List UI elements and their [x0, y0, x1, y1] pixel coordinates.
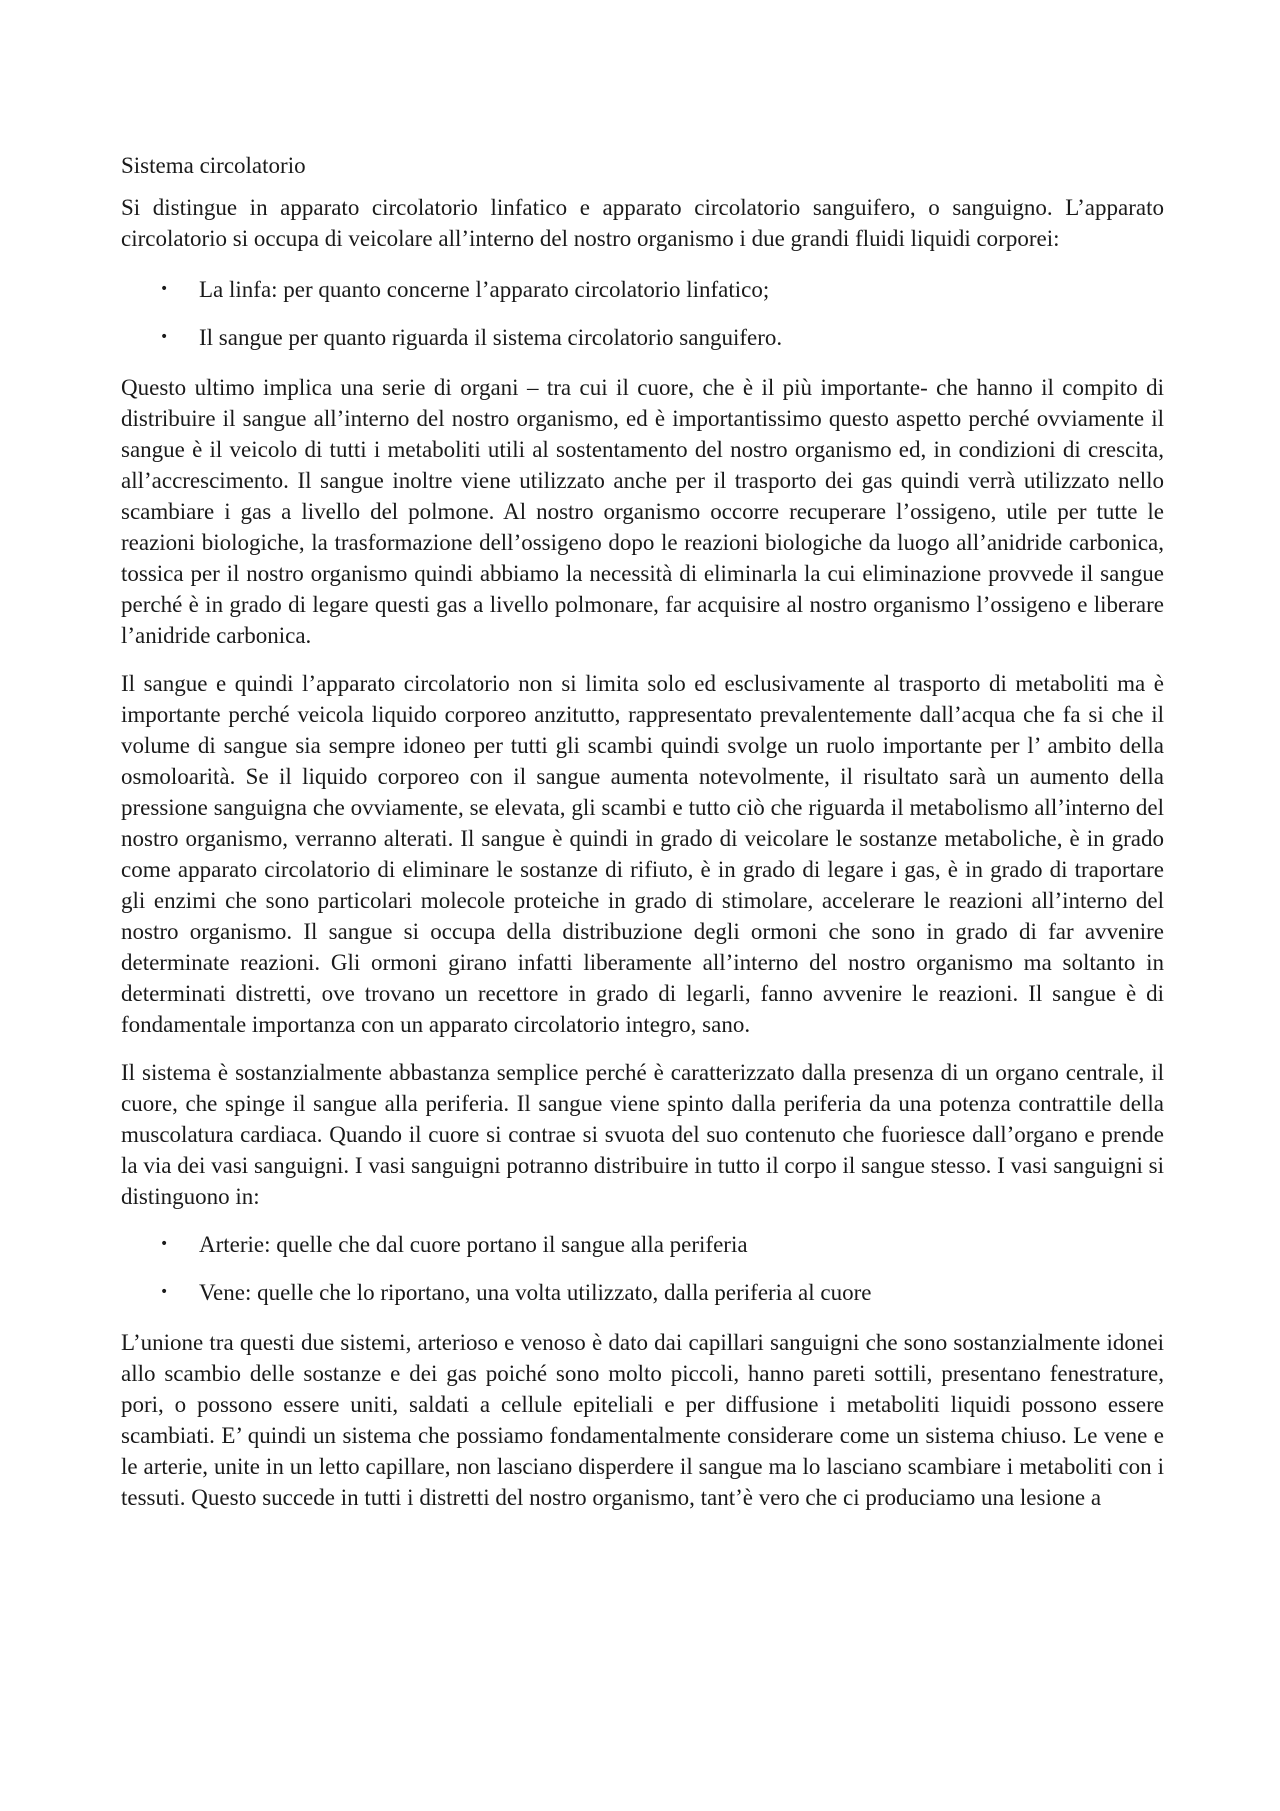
document-body	[121, 150, 1164, 1513]
intro-paragraph: Si distingue in apparato circolatorio linfatico e apparato circolatorio sanguifero, o sanguigno. L’apparato circolatorio si occupa di veicolare all’interno del nostro organismo i due grandi fluidi liquidi corporei:	[121, 195, 1164, 251]
list-item-text: Il sangue per quanto riguarda il sistema circolatorio sanguifero.	[199, 325, 783, 350]
vessels-list	[121, 1229, 1164, 1308]
list-item	[121, 1277, 1164, 1308]
bullet-icon: •	[160, 1284, 169, 1300]
paragraph-blood-roles: Il sangue e quindi l’apparato circolatorio non si limita solo ed esclusivamente al trasporto di metaboliti ma è importante perché veicola liquido corporeo anzitutto, rappresentato prevalentemente dall’acqua che fa si che il volume di sangue sia sempre idoneo per tutti gli scambi quindi svolge un ruolo importante per l’ ambito della osmoloarità. Se il liquido corporeo con il sangue aumenta notevolmente, il risultato sarà un aumento della pressione sanguigna che ovviamente, se elevata, gli scambi e tutto ciò che riguarda il metabolismo all’interno del nostro organismo, verranno alterati. Il sangue è quindi in grado di veicolare le sostanze metaboliche, è in grado come apparato circolatorio di eliminare le sostanze di rifiuto, è in grado di legare i gas, è in grado di traportare gli enzimi che sono particolari molecole proteiche in grado di stimolare, accelerare le reazioni all’interno del nostro organismo. Il sangue si occupa della distribuzione degli ormoni che sono in grado di far avvenire determinate reazioni. Gli ormoni girano infatti liberamente all’interno del nostro organismo ma soltanto in determinati distretti, ove trovano un recettore in grado di legarli, fanno avvenire le reazioni. Il sangue è di fondamentale importanza con un apparato circolatorio integro, sano.	[121, 671, 1164, 1037]
list-item-text: Arterie: quelle che dal cuore portano il sangue alla periferia	[199, 1232, 748, 1257]
paragraph-system-structure: Il sistema è sostanzialmente abbastanza semplice perché è caratterizzato dalla presenza di un organo centrale, il cuore, che spinge il sangue alla periferia. Il sangue viene spinto dalla periferia da una potenza contrattile della muscolatura cardiaca. Quando il cuore si contrae si svuota del suo contenuto che fuoriesce dall’organo e prende la via dei vasi sanguigni. I vasi sanguigni potranno distribuire in tutto il corpo il sangue stesso. I vasi sanguigni si distinguono in:	[121, 1060, 1164, 1209]
fluids-list	[121, 274, 1164, 353]
bullet-icon: •	[160, 329, 169, 345]
list-item-text: Vene: quelle che lo riportano, una volta utilizzato, dalla periferia al cuore	[199, 1280, 872, 1305]
list-item-text: La linfa: per quanto concerne l’apparato circolatorio linfatico;	[199, 277, 770, 302]
list-item	[121, 322, 1164, 353]
document-title: Sistema circolatorio	[121, 153, 306, 178]
bullet-icon: •	[160, 281, 169, 297]
paragraph-blood-function: Questo ultimo implica una serie di organi – tra cui il cuore, che è il più importante- che hanno il compito di distribuire il sangue all’interno del nostro organismo, ed è importantissimo questo aspetto perché ovviamente il sangue è il veicolo di tutti i metaboliti utili al sostentamento del nostro organismo ed, in condizioni di crescita, all’accrescimento. Il sangue inoltre viene utilizzato anche per il trasporto dei gas quindi verrà utilizzato nello scambiare i gas a livello del polmone. Al nostro organismo occorre recuperare l’ossigeno, utile per tutte le reazioni biologiche, la trasformazione dell’ossigeno dopo le reazioni biologiche da luogo all’anidride carbonica, tossica per il nostro organismo quindi abbiamo la necessità di eliminarla la cui eliminazione provvede il sangue perché è in grado di legare questi gas a livello polmonare, far acquisire al nostro organismo l’ossigeno e liberare l’anidride carbonica.	[121, 375, 1164, 648]
list-item	[121, 1229, 1164, 1260]
list-item	[121, 274, 1164, 305]
bullet-icon: •	[160, 1236, 169, 1252]
paragraph-capillaries: L’unione tra questi due sistemi, arterioso e venoso è dato dai capillari sanguigni che sono sostanzialmente idonei allo scambio delle sostanze e dei gas poiché sono molto piccoli, hanno pareti sottili, presentano fenestrature, pori, o possono essere uniti, saldati a cellule epiteliali e per diffusione i metaboliti liquidi possono essere scambiati. E’ quindi un sistema che possiamo fondamentalmente considerare come un sistema chiuso. Le vene e le arterie, unite in un letto capillare, non lasciano disperdere il sangue ma lo lasciano scambiare i metaboliti con i tessuti. Questo succede in tutti i distretti del nostro organismo, tant’è vero che ci produciamo una lesione a	[121, 1330, 1164, 1510]
